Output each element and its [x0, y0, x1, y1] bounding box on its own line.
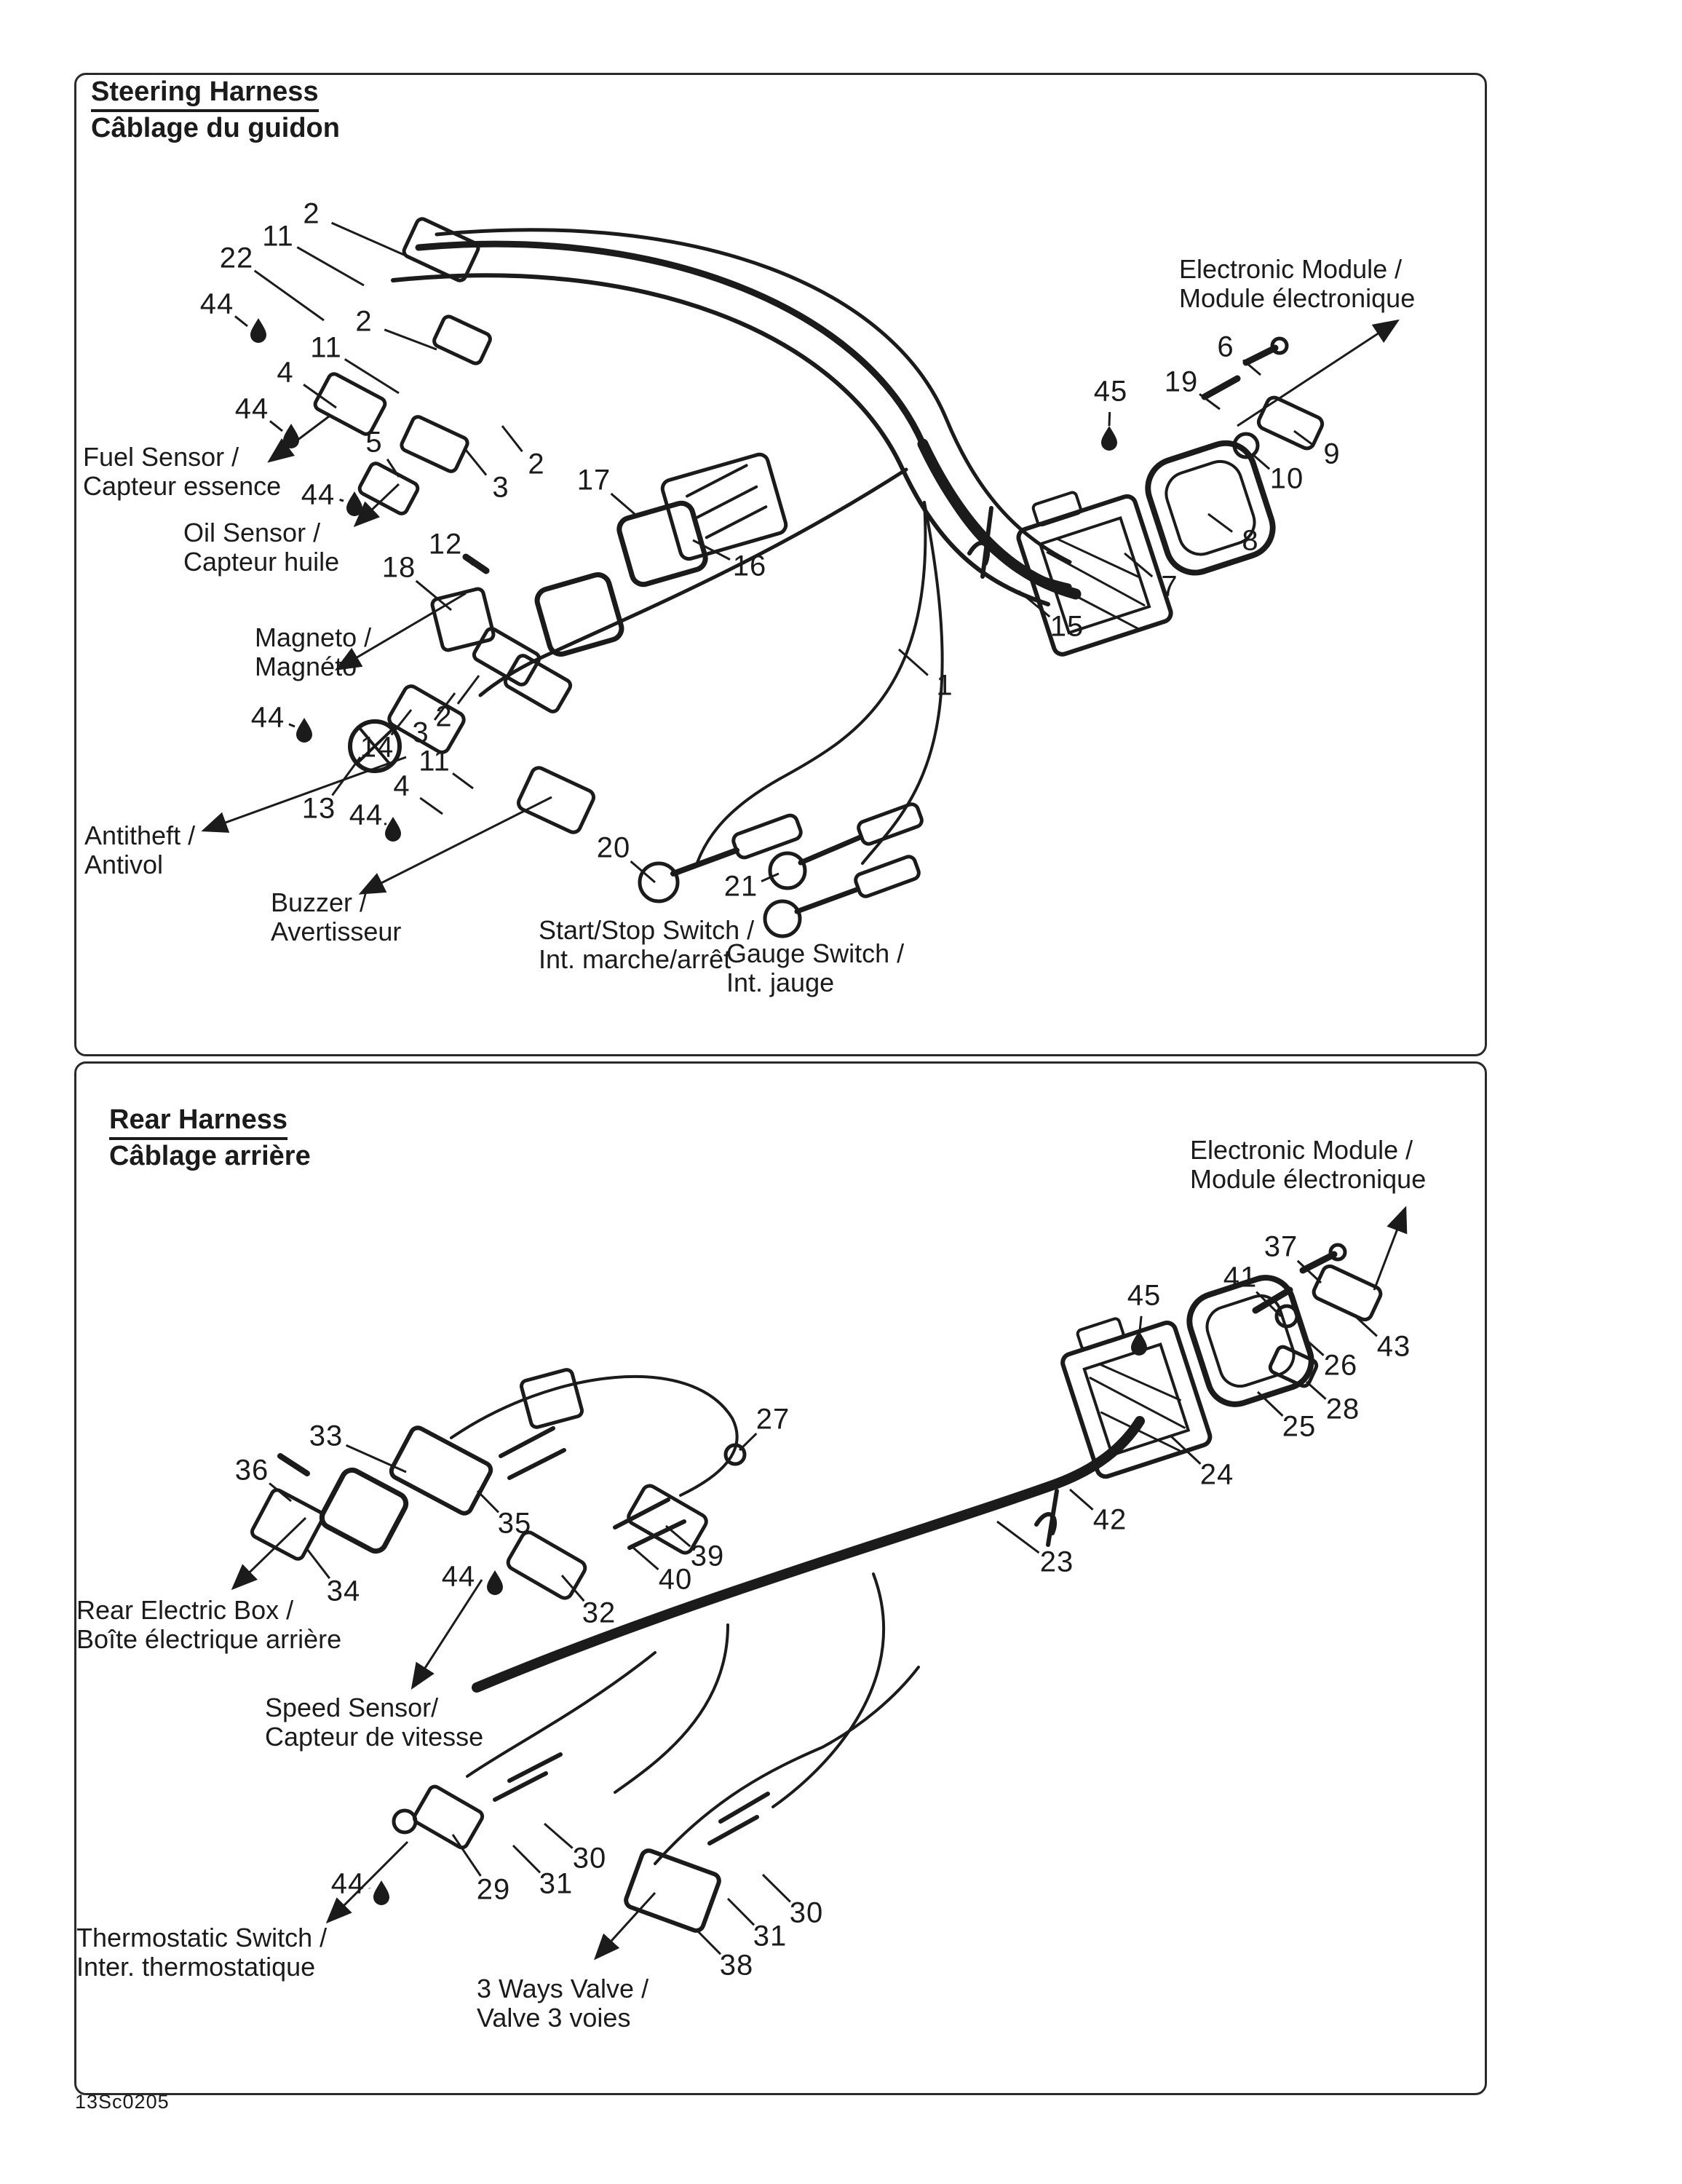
part-label: Fuel Sensor /	[83, 442, 239, 472]
callout-17: 17	[576, 464, 611, 496]
part-label: Thermostatic Switch /	[76, 1923, 328, 1952]
callout-44: 44	[441, 1560, 476, 1593]
callout-1: 1	[936, 669, 953, 702]
callout-31: 31	[753, 1920, 788, 1952]
part-label: Inter. thermostatique	[76, 1952, 316, 1982]
callout-37: 37	[1264, 1230, 1298, 1263]
part-label: 3 Ways Valve /	[477, 1974, 649, 2003]
callout-11: 11	[262, 220, 294, 253]
callout-2: 2	[435, 700, 453, 733]
callout-14: 14	[360, 731, 394, 764]
callout-42: 42	[1092, 1503, 1127, 1536]
callout-44: 44	[301, 478, 336, 511]
part-label: Buzzer /	[271, 887, 368, 917]
part-label: Capteur essence	[83, 471, 282, 501]
callout-29: 29	[476, 1873, 511, 1906]
part-label: Electronic Module /	[1179, 254, 1403, 284]
part-label: Int. jauge	[726, 968, 835, 997]
callout-2: 2	[528, 448, 545, 480]
callout-25: 25	[1282, 1410, 1317, 1443]
section-title-line2: Câblage du guidon	[91, 113, 340, 143]
callout-39: 39	[690, 1540, 725, 1572]
callout-27: 27	[755, 1403, 790, 1436]
callout-24: 24	[1199, 1458, 1234, 1491]
part-label: Start/Stop Switch /	[539, 915, 755, 945]
part-label: Capteur huile	[183, 547, 340, 577]
callout-16: 16	[732, 550, 767, 582]
callout-18: 18	[381, 551, 416, 584]
part-label: Boîte électrique arrière	[76, 1624, 342, 1654]
callout-30: 30	[572, 1842, 607, 1875]
part-label: Rear Electric Box /	[76, 1595, 294, 1625]
part-label: Capteur de vitesse	[265, 1722, 484, 1752]
callout-2: 2	[303, 197, 320, 230]
callout-10: 10	[1269, 462, 1304, 495]
callout-45: 45	[1127, 1279, 1162, 1312]
part-label: Valve 3 voies	[477, 2003, 631, 2033]
callout-32: 32	[582, 1597, 616, 1629]
callout-15: 15	[1050, 610, 1084, 643]
callout-13: 13	[301, 792, 336, 825]
callout-22: 22	[219, 242, 254, 274]
callout-44: 44	[330, 1867, 365, 1900]
callout-28: 28	[1325, 1393, 1360, 1425]
callout-40: 40	[658, 1563, 693, 1596]
part-label: Magneto /	[255, 622, 372, 652]
part-label: Avertisseur	[271, 917, 402, 946]
callout-20: 20	[596, 831, 631, 864]
callout-3: 3	[492, 471, 509, 504]
callout-5: 5	[365, 426, 383, 459]
callout-11: 11	[310, 331, 342, 364]
part-label: Electronic Module /	[1190, 1135, 1413, 1165]
section-title-line1: Steering Harness	[91, 76, 319, 112]
section-title-line1: Rear Harness	[109, 1104, 287, 1140]
section-title-steering	[91, 76, 340, 144]
callout-12: 12	[428, 528, 463, 561]
callout-45: 45	[1093, 375, 1128, 408]
part-label: Magnéto	[255, 652, 357, 681]
callout-6: 6	[1217, 331, 1234, 363]
callout-21: 21	[723, 870, 758, 903]
callout-31: 31	[539, 1867, 574, 1900]
callout-4: 4	[393, 769, 410, 802]
callout-8: 8	[1242, 524, 1259, 557]
callout-3: 3	[412, 716, 429, 749]
part-label: Antivol	[84, 850, 164, 879]
part-label: Module électronique	[1179, 283, 1416, 313]
callout-30: 30	[789, 1896, 824, 1929]
callout-44: 44	[199, 288, 234, 320]
callout-2: 2	[355, 305, 373, 338]
part-label: Oil Sensor /	[183, 518, 321, 547]
callout-34: 34	[326, 1575, 361, 1607]
callout-44: 44	[349, 799, 384, 831]
callout-23: 23	[1039, 1546, 1074, 1578]
callout-9: 9	[1323, 438, 1341, 470]
callout-19: 19	[1164, 365, 1199, 398]
callout-43: 43	[1376, 1330, 1411, 1363]
section-title-line2: Câblage arrière	[109, 1141, 311, 1171]
section-title-rear	[109, 1104, 311, 1172]
callout-41: 41	[1223, 1261, 1258, 1294]
part-label: Gauge Switch /	[726, 938, 905, 968]
callout-4: 4	[277, 356, 294, 389]
part-label: Antitheft /	[84, 820, 196, 850]
callout-44: 44	[250, 701, 285, 734]
callout-11: 11	[418, 745, 451, 778]
callout-33: 33	[309, 1420, 344, 1452]
part-label: Int. marche/arrêt	[539, 944, 731, 974]
callout-7: 7	[1161, 570, 1178, 603]
page-code: 13Sc0205	[75, 2091, 170, 2113]
callout-36: 36	[234, 1454, 269, 1487]
callout-38: 38	[719, 1949, 754, 1982]
callout-44: 44	[234, 392, 269, 425]
callout-26: 26	[1323, 1349, 1358, 1382]
part-label: Speed Sensor/	[265, 1693, 439, 1722]
part-label: Module électronique	[1190, 1164, 1427, 1194]
callout-35: 35	[497, 1507, 532, 1540]
